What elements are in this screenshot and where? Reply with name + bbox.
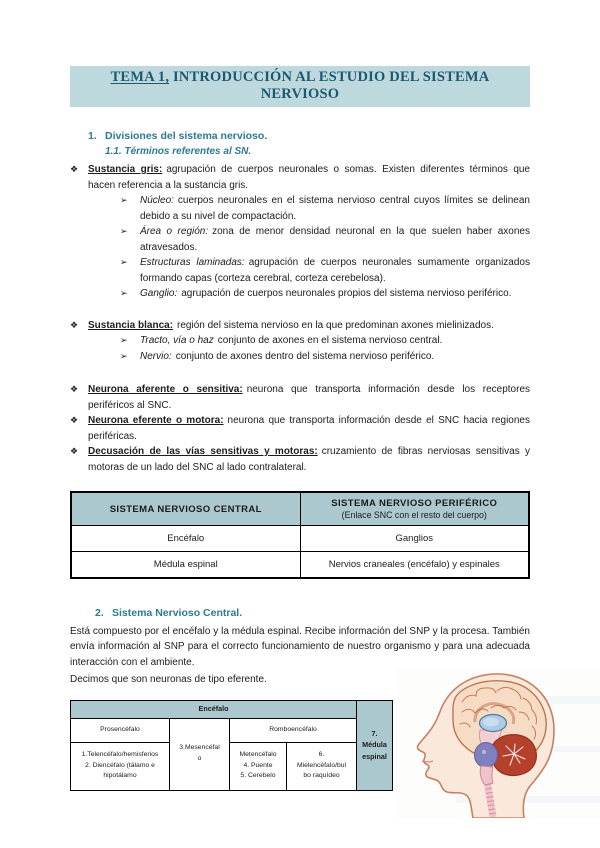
bullet-text: neurona que transporta información desde los receptores periféricos al SNC. [88, 384, 531, 411]
table-row [71, 718, 393, 742]
subbullet-ganglio [70, 286, 530, 302]
table-cell: Médula espinal [71, 552, 300, 578]
table-cell: Ganglios [300, 526, 529, 552]
subbullet-text: zona de menor densidad neuronal en la que suelen haber axones atravesados. [140, 226, 530, 253]
page-title [70, 66, 530, 107]
arrow-bullet-icon: ➢ [120, 288, 128, 298]
subbullet-estructuras-laminadas [70, 255, 530, 286]
snp-header-cell [300, 492, 529, 526]
snc-snp-table [70, 491, 530, 579]
arrow-bullet-icon: ➢ [120, 195, 128, 205]
mielencefalo-cell: 6. Mielencéfalo/bul bo raquídeo [287, 742, 357, 790]
bullet-term: Neurona eferente o motora: [88, 415, 224, 426]
section2-line: Decimos que son neuronas de tipo eferente. [70, 674, 267, 685]
prosencefalo-detail-cell: 1.Telencéfalo/hemisferios 2. Diencéfalo (tálamo e hipotálamo [71, 742, 170, 790]
encefalo-header-cell: Encéfalo [71, 700, 357, 718]
bullet-neurona-eferente [70, 413, 530, 444]
section2-paragraph: Está compuesto por el encéfalo y la médula espinal. Recibe información del SNP y la procesa. También envía información al SNP para el correcto funcionamiento de nuestro organismo y para una adecuada interacción con el ambiente. [70, 625, 530, 668]
bullet-term: Sustancia gris: [88, 164, 163, 175]
title-row [70, 66, 530, 107]
subbullet-nucleo [70, 193, 530, 224]
page-title-topic: TEMA 1, [110, 69, 170, 85]
snc-header-title: SISTEMA NERVIOSO CENTRAL [109, 503, 262, 515]
snp-header-subtitle: (Enlace SNC con el resto del cuerpo) [341, 510, 487, 520]
arrow-bullet-icon: ➢ [120, 335, 128, 345]
subbullet-tracto [70, 333, 530, 349]
section1-heading [70, 129, 530, 144]
subbullet-text: conjunto de axones dentro del sistema nervioso periférico. [175, 350, 435, 362]
section1-number: 1. [88, 130, 97, 142]
bullet-sustancia-blanca [70, 318, 530, 334]
subbullet-term: Núcleo: [140, 195, 174, 206]
diamond-bullet-icon: ❖ [70, 384, 79, 394]
snc-header-cell [71, 492, 300, 526]
subbullet-text: agrupación de cuerpos neuronales propios del sistema nervioso periférico. [181, 288, 512, 299]
romboencefalo-cell: Romboencéfalo [230, 718, 357, 742]
table-header-row [71, 700, 393, 718]
arrow-bullet-icon: ➢ [120, 350, 128, 361]
diamond-bullet-icon: ❖ [70, 446, 79, 456]
bullet-text: agrupación de cuerpos neuronales o somas. Existen diferentes términos que hacen referencia a la sustancia gris. [88, 164, 530, 191]
medula-espinal-cell: 7. Médula espinal [357, 700, 393, 790]
table-row [71, 552, 529, 578]
table-row [71, 526, 529, 552]
bullet-text: región del sistema nervioso en la que predominan axones mielinizados. [177, 319, 494, 331]
bullet-sustancia-gris [70, 162, 530, 193]
bullet-term: Sustancia blanca: [88, 319, 174, 331]
prosencefalo-cell: Prosencéfalo [71, 718, 170, 742]
subbullet-nervio [70, 349, 530, 365]
subbullet-area-region [70, 224, 530, 255]
table-cell: Nervios craneales (encéfalo) y espinales [300, 552, 529, 578]
subbullet-text: cuerpos neuronales en el sistema nervioso central cuyos límites se delinean debido a su nivel de compactación. [140, 195, 530, 222]
table-header-row [71, 492, 529, 526]
section1-subheading: 1.1. Términos referentes al SN. [105, 146, 252, 157]
section2-title: Sistema Nervioso Central. [112, 606, 243, 619]
bullet-neurona-aferente [70, 382, 530, 413]
section2-heading [70, 606, 530, 621]
subbullet-term: Tracto, vía o haz [140, 335, 214, 346]
section2-number: 2. [95, 606, 104, 619]
arrow-bullet-icon: ➢ [120, 257, 128, 267]
bullet-decusacion [70, 444, 530, 475]
table-row [71, 742, 393, 790]
brain-sagittal-illustration [396, 668, 600, 818]
table-cell: Encéfalo [71, 526, 300, 552]
bullet-text: neurona que transporta información desde el SNC hacia regiones periféricas. [88, 415, 530, 442]
diamond-bullet-icon: ❖ [70, 319, 79, 330]
bullet-term: Decusación de las vías sensitivas y motoras: [88, 446, 318, 457]
snp-header-title: SISTEMA NERVIOSO PERIFÉRICO [331, 498, 498, 509]
encefalo-table [70, 700, 393, 791]
subbullet-term: Estructuras laminadas: [140, 257, 245, 268]
diamond-bullet-icon: ❖ [70, 415, 79, 425]
section1-title: Divisiones del sistema nervioso. [105, 130, 268, 142]
bottom-area [70, 700, 530, 848]
subbullet-term: Área o región: [140, 226, 209, 237]
bullet-term: Neurona aferente o sensitiva: [88, 384, 243, 395]
page-title-rest: INTRODUCCIÓN AL ESTUDIO DEL SISTEMA NERVIOSO [169, 69, 490, 102]
bullet-text: cruzamiento de fibras nerviosas sensitivas y motoras de un lado del SNC al lado contralateral. [88, 446, 531, 473]
subbullet-term: Nervio: [140, 350, 172, 362]
subbullet-text: agrupación de cuerpos neuronales sumamente organizados formando capas (corteza cerebral, corteza cerebelosa). [140, 257, 530, 284]
subbullet-text: conjunto de axones en el sistema nervioso central. [217, 335, 443, 346]
mesencefalo-cell: 3.Mesencéfal o [170, 718, 230, 790]
arrow-bullet-icon: ➢ [120, 226, 128, 236]
diamond-bullet-icon: ❖ [70, 164, 79, 174]
metencefalo-cell: Metencéfalo 4. Puente 5. Cerebelo [230, 742, 287, 790]
subbullet-term: Ganglio: [140, 288, 178, 299]
